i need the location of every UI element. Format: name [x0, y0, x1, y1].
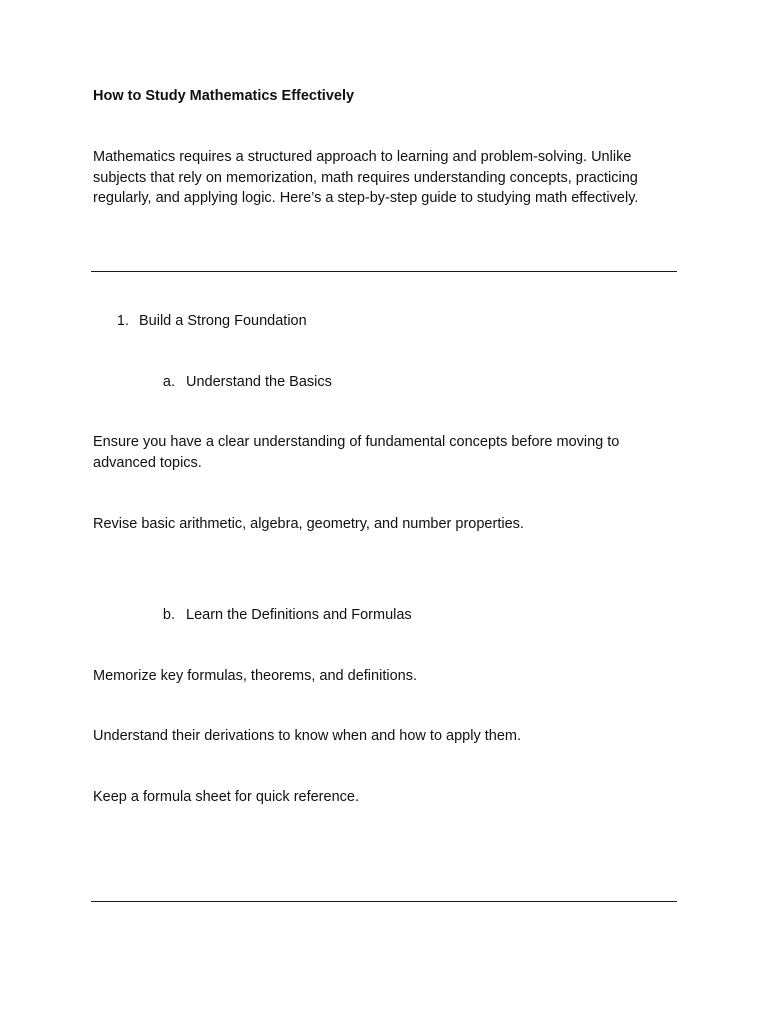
subsection-a-paragraph-1: Ensure you have a clear understanding of fundamental concepts before moving to advanced topics. — [93, 434, 620, 471]
subsection-a-heading: Understand the Basics — [186, 374, 332, 390]
subsection-b-heading: Learn the Definitions and Formulas — [186, 607, 412, 623]
section-1-heading: Build a Strong Foundation — [139, 313, 307, 329]
document-title: How to Study Mathematics Effectively — [93, 88, 355, 104]
subsection-b-marker: b. — [162, 607, 175, 623]
horizontal-rule-bottom — [91, 901, 677, 902]
intro-paragraph: Mathematics requires a structured approach to learning and problem-solving. Unlike subjects that rely on memorization, math requires understanding concepts, practicing regularly, and applying logic. Here’s a step-by-step guide to studying math effectively. — [93, 149, 639, 206]
section-1-marker: 1. — [116, 313, 129, 329]
subsection-a-paragraph-2: Revise basic arithmetic, algebra, geometry, and number properties. — [93, 516, 524, 532]
subsection-a-marker: a. — [162, 374, 175, 390]
subsection-b-paragraph-3: Keep a formula sheet for quick reference. — [93, 789, 359, 805]
subsection-b-paragraph-1: Memorize key formulas, theorems, and definitions. — [93, 668, 417, 684]
horizontal-rule-top — [91, 271, 677, 272]
subsection-b-paragraph-2: Understand their derivations to know when and how to apply them. — [93, 728, 521, 744]
